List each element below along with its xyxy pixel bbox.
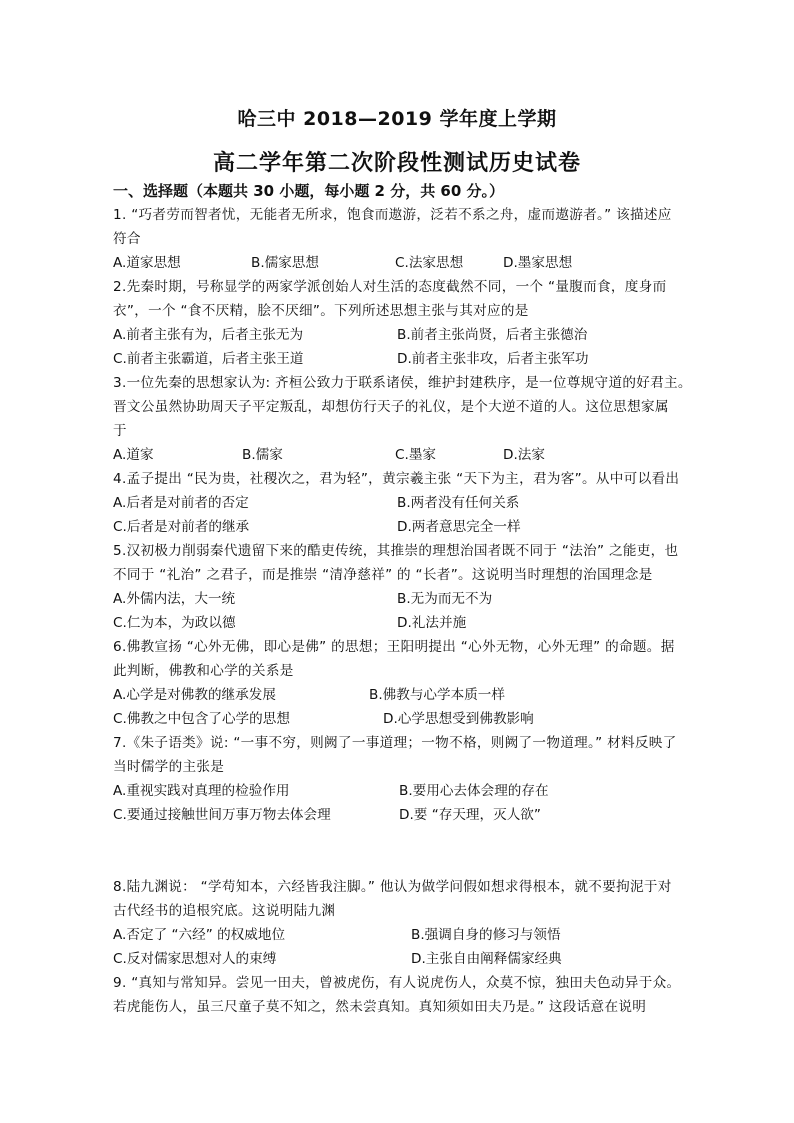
option-b: B.儒家 xyxy=(242,447,283,463)
option-d: D.法家 xyxy=(503,447,545,463)
option-c: C.反对儒家思想对人的束缚 xyxy=(113,951,277,967)
option-b: B.强调自身的修习与领悟 xyxy=(411,927,561,943)
option-a: A.外儒内法，大一统 xyxy=(113,591,236,607)
section-heading: 一、选择题（本题共 30 小题，每小题 2 分，共 60 分。） xyxy=(113,182,505,200)
option-d: D.礼法并施 xyxy=(397,615,467,631)
question-2-stem: 衣”，一个 “食不厌精，脍不厌细”。下列所述思想主张与其对应的是 xyxy=(113,303,529,319)
option-c: C.要通过接触世间万事万物去体会理 xyxy=(113,807,331,823)
question-3-stem: 3.一位先秦的思想家认为: 齐桓公致力于联系诸侯，维护封建秩序，是一位尊规守道的好君主。 xyxy=(113,375,692,391)
option-c: C.佛教之中包含了心学的思想 xyxy=(113,711,290,727)
option-b: B.无为而无不为 xyxy=(397,591,493,607)
question-8-stem: 8.陆九渊说： “学苟知本，六经皆我注脚。” 他认为做学问假如想求得根本，就不要拘泥于对 xyxy=(113,879,672,895)
page-title: 哈三中 2018—2019 学年度上学期 xyxy=(237,108,557,130)
question-1-stem: 符合 xyxy=(113,231,141,247)
question-6-stem: 此判断，佛教和心学的关系是 xyxy=(113,663,294,679)
question-1-stem: 1. “巧者劳而智者忧，无能者无所求，饱食而遨游，泛若不系之舟，虚而遨游者。” 该描述应 xyxy=(113,207,672,223)
question-5-stem: 5.汉初极力削弱秦代遗留下来的酷吏传统，其推崇的理想治国者既不同于 “法治” 之能吏，也 xyxy=(113,543,679,559)
question-6-stem: 6.佛教宣扬 “心外无佛，即心是佛” 的思想；王阳明提出 “心外无物，心外无理” 的命题。据 xyxy=(113,639,675,655)
option-a: A.道家思想 xyxy=(113,255,181,271)
option-d: D.墨家思想 xyxy=(503,255,573,271)
option-c: C.仁为本，为政以德 xyxy=(113,615,236,631)
option-c: C.后者是对前者的继承 xyxy=(113,519,250,535)
option-b: B.佛教与心学本质一样 xyxy=(369,687,505,703)
option-c: C.法家思想 xyxy=(395,255,464,271)
option-a: A.前者主张有为，后者主张无为 xyxy=(113,327,304,343)
option-d: D.要 “存天理，灭人欲” xyxy=(399,807,541,823)
option-a: A.心学是对佛教的继承发展 xyxy=(113,687,276,703)
option-b: B.儒家思想 xyxy=(251,255,320,271)
option-c: C.前者主张霸道，后者主张王道 xyxy=(113,351,304,367)
option-b: B.要用心去体会理的存在 xyxy=(399,783,549,799)
question-9-stem: 若虎能伤人，虽三尺童子莫不知之，然未尝真知。真知须如田夫乃是。” 这段话意在说明 xyxy=(113,999,647,1015)
option-d: D.主张自由阐释儒家经典 xyxy=(411,951,562,967)
question-8-stem: 古代经书的追根究底。这说明陆九渊 xyxy=(113,903,336,919)
question-7-stem: 当时儒学的主张是 xyxy=(113,759,225,775)
option-c: C.墨家 xyxy=(395,447,437,463)
question-4-stem: 4.孟子提出 “民为贵，社稷次之，君为轻”，黄宗羲主张 “天下为主，君为客”。从中可以看出 xyxy=(113,471,680,487)
option-a: A.否定了 “六经” 的权威地位 xyxy=(113,927,286,943)
option-d: D.前者主张非攻，后者主张军功 xyxy=(397,351,589,367)
question-2-stem: 2.先秦时期，号称显学的两家学派创始人对生活的态度截然不同，一个 “量腹而食，度身而 xyxy=(113,279,667,295)
option-d: D.两者意思完全一样 xyxy=(397,519,521,535)
option-d: D.心学思想受到佛教影响 xyxy=(383,711,534,727)
option-a: A.道家 xyxy=(113,447,154,463)
option-a: A.重视实践对真理的检验作用 xyxy=(113,783,290,799)
question-9-stem: 9. “真知与常知异。尝见一田夫，曾被虎伤，有人说虎伤人，众莫不惊，独田夫色动异于众。 xyxy=(113,975,681,991)
page-subtitle: 高二学年第二次阶段性测试历史试卷 xyxy=(212,151,581,176)
question-5-stem: 不同于 “礼治” 之君子，而是推崇 “清净慈祥” 的 “长者”。这说明当时理想的治国理念是 xyxy=(113,567,653,583)
question-3-stem: 于 xyxy=(113,423,127,439)
question-7-stem: 7.《朱子语类》说: “一事不穷，则阙了一事道理；一物不格，则阙了一物道理。” 材料反映了 xyxy=(113,735,677,751)
option-a: A.后者是对前者的否定 xyxy=(113,495,249,511)
option-b: B.前者主张尚贤，后者主张德治 xyxy=(397,327,588,343)
question-3-stem: 晋文公虽然协助周天子平定叛乱，却想仿行天子的礼仪，是个大逆不道的人。这位思想家属 xyxy=(113,399,669,415)
option-b: B.两者没有任何关系 xyxy=(397,495,520,511)
